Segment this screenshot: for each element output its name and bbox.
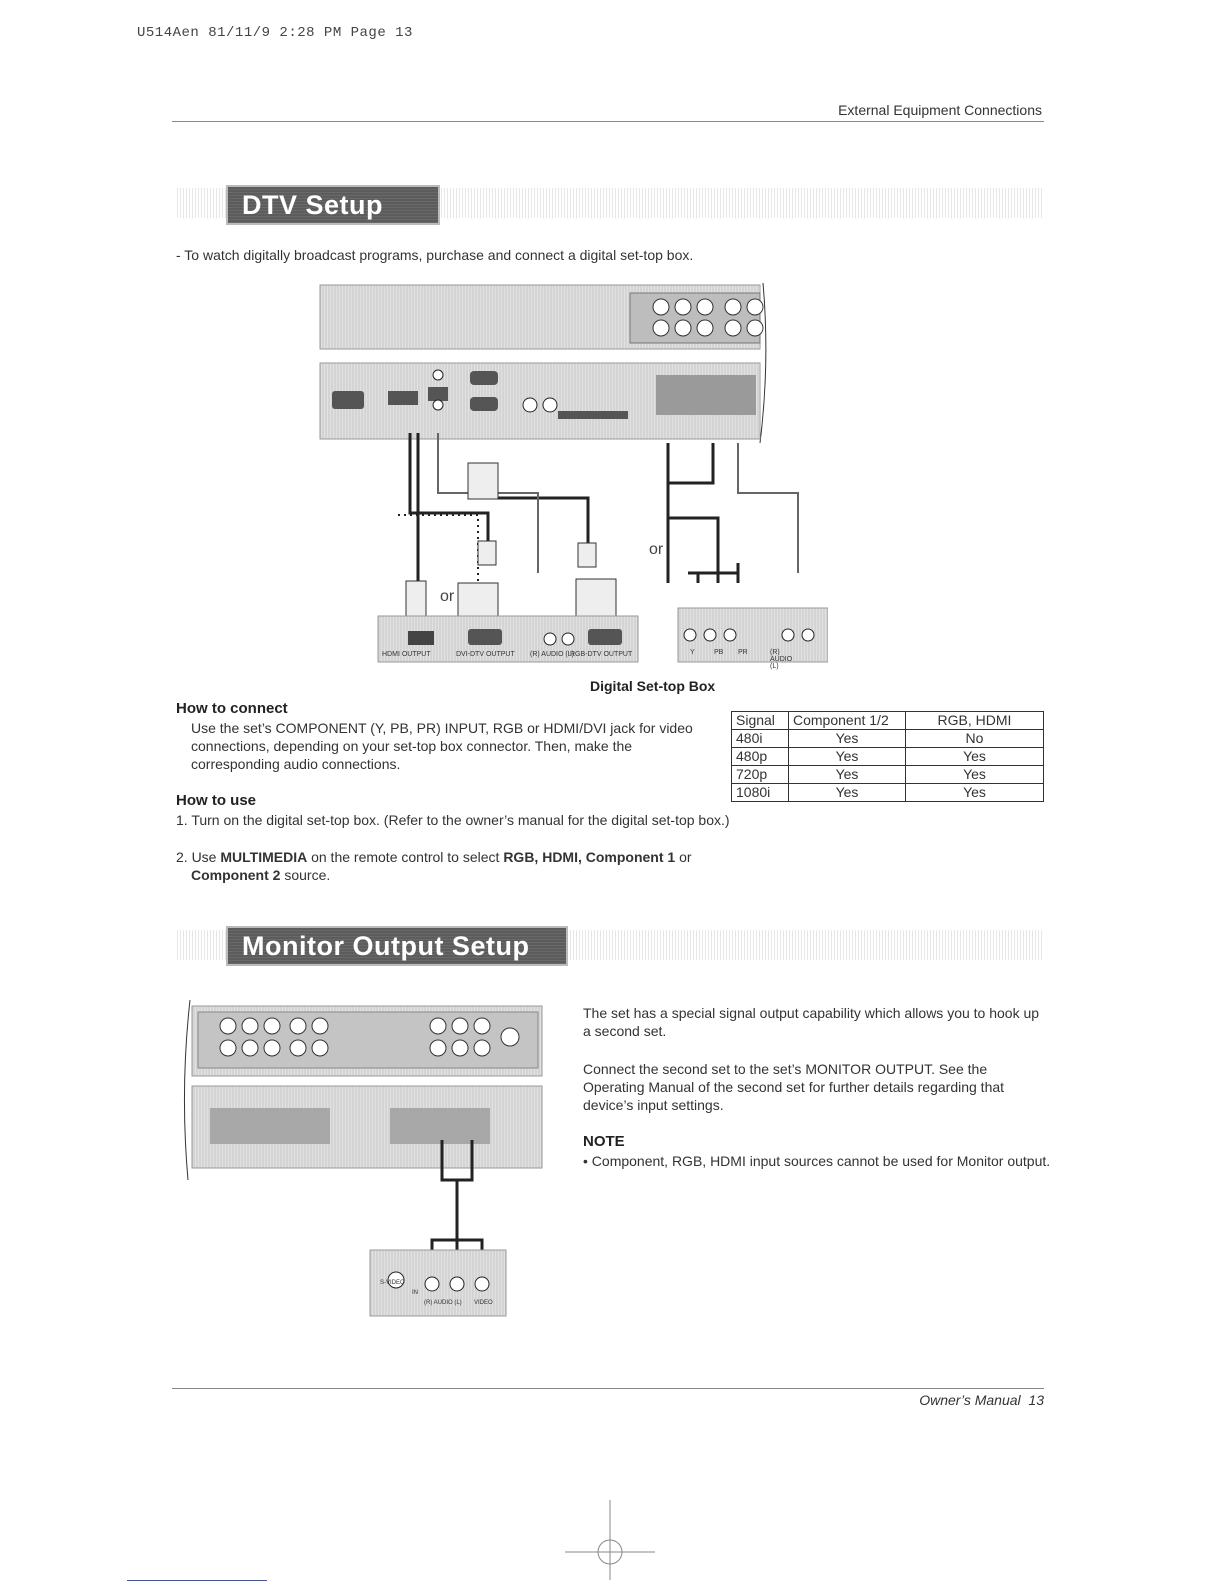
monitor-audio-label: (R) AUDIO (L)	[424, 1300, 462, 1306]
dtv-or-label-right: or	[649, 541, 664, 558]
monitor-diagram-svg	[180, 1000, 546, 1320]
table-cell: 1080i	[732, 784, 789, 802]
in-label: IN	[412, 1290, 418, 1296]
page-footer	[919, 1392, 1044, 1408]
table-row	[732, 748, 1044, 766]
table-cell: No	[906, 730, 1044, 748]
table-cell: 720p	[732, 766, 789, 784]
table-cell: Yes	[789, 766, 906, 784]
section-header: External Equipment Connections	[838, 102, 1042, 118]
dtv-or-label-left: or	[440, 588, 455, 605]
how-to-connect-heading: How to connect	[176, 700, 288, 717]
step2-or: or	[675, 849, 692, 865]
table-cell: Yes	[906, 748, 1044, 766]
video-label: VIDEO	[474, 1300, 493, 1306]
step2-prefix: 2. Use	[176, 849, 221, 865]
how-to-use-step1: 1. Turn on the digital set-top box. (Refer to the owner’s manual for the digital set-top box.)	[176, 812, 730, 828]
bottom-link-line	[127, 1580, 267, 1581]
table-header-cell: Signal	[732, 712, 789, 730]
port-dvi-dtv-output: DVI-DTV OUTPUT	[456, 651, 515, 658]
step2-suffix: source.	[280, 867, 331, 883]
table-row	[732, 730, 1044, 748]
table-cell: Yes	[906, 784, 1044, 802]
how-to-use-step2	[176, 848, 731, 884]
file-header: U514Aen 81/11/9 2:28 PM Page 13	[137, 25, 413, 41]
dtv-caption: Digital Set-top Box	[590, 678, 716, 694]
monitor-p1: The set has a special signal output capability which allows you to hook up a second set.	[583, 1005, 1040, 1039]
signal-table	[731, 711, 1044, 802]
top-rule	[172, 121, 1044, 122]
table-cell: Yes	[789, 748, 906, 766]
how-to-use-heading: How to use	[176, 792, 257, 809]
table-row	[732, 766, 1044, 784]
step2-multimedia: MULTIMEDIA	[220, 849, 308, 865]
port-y: Y	[690, 649, 695, 656]
table-header-row	[732, 712, 1044, 730]
note-heading: NOTE	[583, 1133, 625, 1150]
crop-mark	[560, 1500, 660, 1580]
port-component-audio: (R) AUDIO (L)	[770, 649, 793, 670]
table-cell: Yes	[789, 730, 906, 748]
table-header-cell: RGB, HDMI	[906, 712, 1044, 730]
dtv-intro: - To watch digitally broadcast programs, purchase and connect a digital set-top box.	[176, 247, 694, 263]
table-row	[732, 784, 1044, 802]
port-rgb-dtv-output: RGB-DTV OUTPUT	[570, 651, 633, 658]
step2-sources: RGB, HDMI, Component 1	[503, 849, 676, 865]
step2-mid: on the remote control to select	[307, 849, 504, 865]
footer-label: Owner’s Manual	[919, 1392, 1021, 1408]
dtv-connection-diagram	[318, 283, 793, 679]
table-cell: Yes	[789, 784, 906, 802]
svideo-label: S-VIDEO	[380, 1280, 405, 1286]
port-pb: PB	[714, 649, 724, 656]
monitor-output-title: Monitor Output Setup	[226, 926, 568, 966]
dtv-setup-title: DTV Setup	[226, 185, 440, 225]
table-cell: 480i	[732, 730, 789, 748]
dtv-diagram-svg	[318, 283, 828, 679]
port-pr: PR	[738, 649, 748, 656]
port-hdmi-output: HDMI OUTPUT	[382, 651, 431, 658]
table-cell: Yes	[906, 766, 1044, 784]
monitor-connection-diagram	[180, 1000, 546, 1320]
table-cell: 480p	[732, 748, 789, 766]
table-header-cell: Component 1/2	[789, 712, 906, 730]
monitor-p2: Connect the second set to the set’s MONITOR OUTPUT. See the Operating Manual of the second set for further details regarding that device’s input settings.	[583, 1061, 1005, 1113]
page-number: 13	[1028, 1392, 1044, 1408]
how-to-connect-text: Use the set’s COMPONENT (Y, PB, PR) INPUT, RGB or HDMI/DVI jack for video connections, depending on your set-top box connector. Then, make the corresponding audio connections.	[191, 720, 693, 772]
step2-component2: Component 2	[191, 867, 281, 883]
note-text: • Component, RGB, HDMI input sources cannot be used for Monitor output.	[583, 1153, 1051, 1169]
bottom-rule	[172, 1388, 1044, 1389]
port-audio: (R) AUDIO (L)	[530, 651, 574, 658]
